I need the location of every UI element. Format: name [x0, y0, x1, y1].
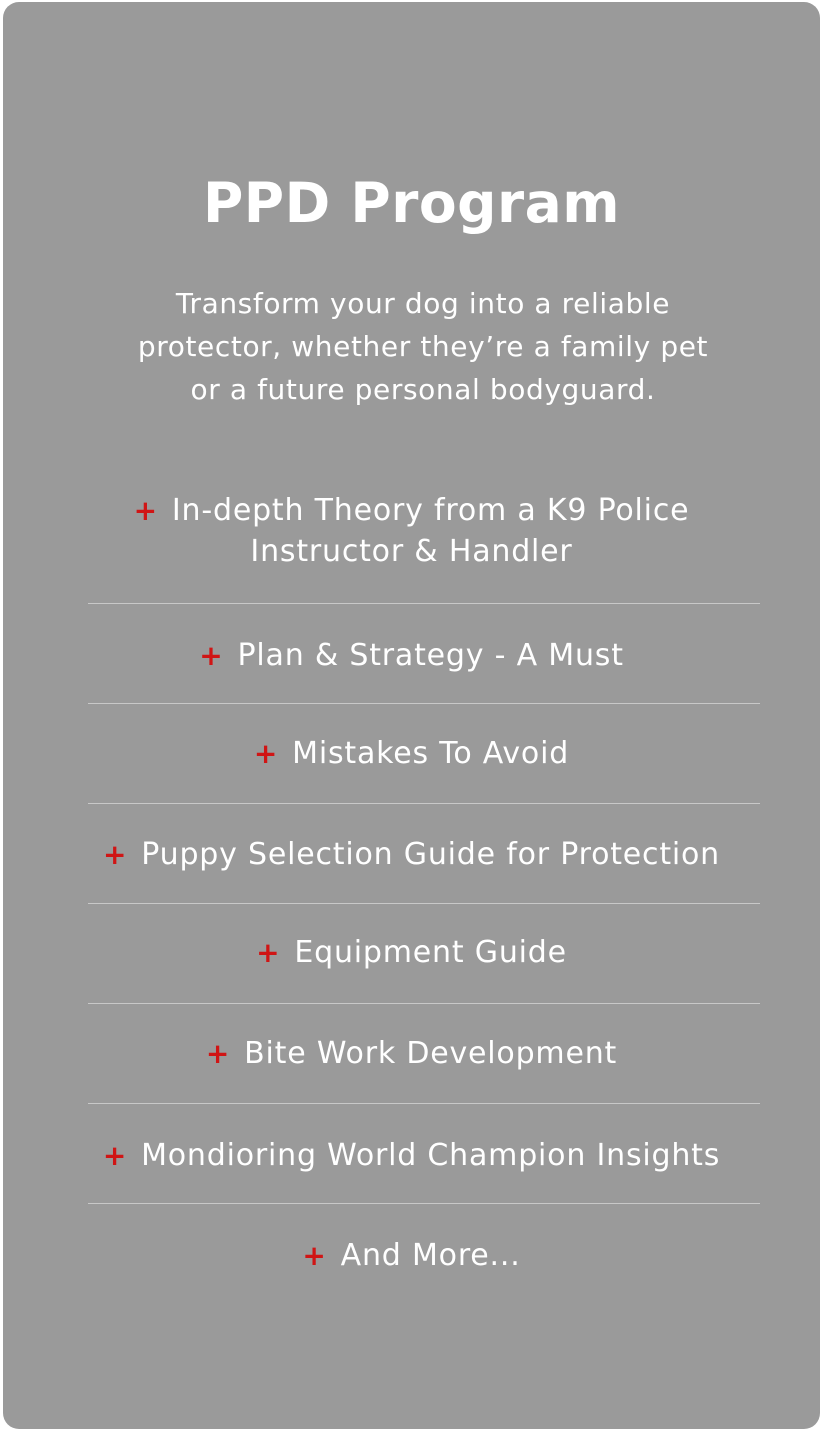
feature-item-label: Equipment Guide	[294, 935, 567, 970]
plus-icon: +	[102, 1139, 128, 1172]
divider	[88, 703, 760, 704]
feature-item	[3, 490, 820, 572]
plus-icon: +	[103, 838, 128, 871]
feature-item-line	[3, 531, 820, 572]
feature-item-label-continued: Instructor & Handler	[250, 534, 573, 569]
feature-item	[3, 1235, 820, 1276]
feature-item	[3, 1135, 820, 1176]
ppd-program-card	[3, 2, 820, 1429]
feature-item-label: Bite Work Development	[244, 1036, 618, 1071]
feature-item-label: Mistakes To Avoid	[292, 736, 570, 771]
feature-item	[3, 733, 820, 774]
feature-item-label: Plan & Strategy - A Must	[237, 638, 624, 673]
feature-item-label: In-depth Theory from a K9 Police	[171, 493, 690, 528]
feature-item-label: And More...	[340, 1238, 521, 1273]
feature-item-label: Puppy Selection Guide for Protection	[141, 837, 720, 872]
feature-item	[3, 932, 820, 973]
feature-item	[3, 1033, 820, 1074]
feature-item-line	[3, 490, 820, 531]
plus-icon: +	[253, 737, 279, 770]
feature-list	[3, 2, 820, 1429]
feature-item	[3, 834, 820, 875]
plus-icon: +	[302, 1239, 327, 1272]
divider	[88, 1203, 760, 1204]
plus-icon: +	[133, 494, 158, 527]
card-description: Transform your dog into a reliable protector, whether they’re a family pet or a future personal bodyguard.	[137, 287, 709, 406]
plus-icon: +	[256, 936, 281, 969]
feature-item	[3, 635, 820, 676]
plus-icon: +	[199, 639, 224, 672]
card-title: PPD Program	[202, 171, 621, 235]
divider	[88, 1003, 760, 1004]
divider	[88, 603, 760, 604]
divider	[88, 1103, 760, 1104]
divider	[88, 903, 760, 904]
divider	[88, 803, 760, 804]
feature-item-label: Mondioring World Champion Insights	[141, 1138, 721, 1173]
plus-icon: +	[205, 1037, 231, 1070]
